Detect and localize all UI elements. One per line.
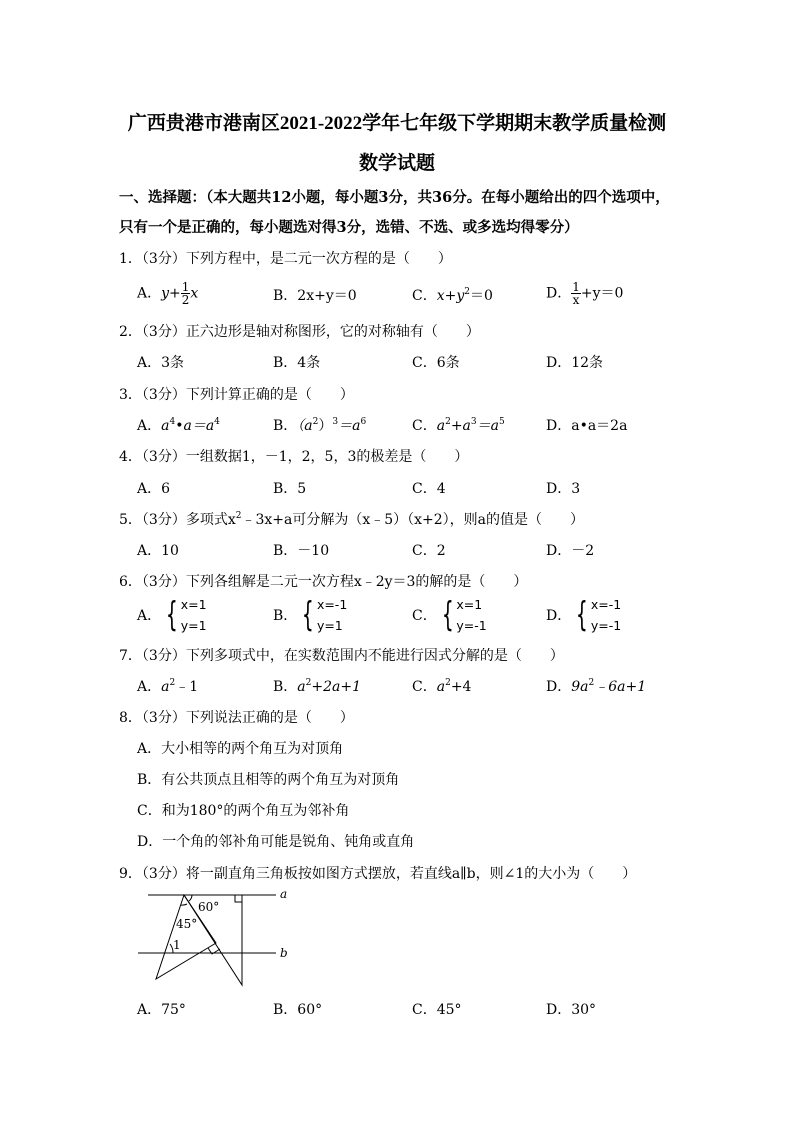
q6-c-label: C． [412, 608, 437, 624]
q1-a-num: 1 [181, 280, 190, 294]
q3-a1-sup: 4 [169, 417, 176, 427]
q1-option-d [546, 281, 623, 306]
q5-option-a: A．10 [137, 543, 179, 559]
q7-option-c [412, 676, 471, 696]
q1-c-sup: 2 [464, 287, 470, 297]
q3-option-a [137, 415, 220, 435]
q6-a-row2: y=1 [180, 618, 207, 633]
angle-arc-60 [189, 895, 192, 901]
q2-option-c: C．6条 [412, 355, 460, 371]
angle-arc-45 [181, 904, 187, 905]
q6-d-label: D． [546, 608, 572, 624]
q6-a-label: A． [137, 608, 162, 624]
q1-stem: 1．（3分）下列方程中，是二元一次方程的是（ ） [119, 251, 452, 267]
q3-a2: •a＝a [175, 418, 215, 434]
q1-d-num: 1 [572, 280, 580, 294]
q4-option-c: C．4 [412, 481, 446, 497]
q6-b-row2: y=1 [316, 618, 343, 633]
page-title: 广西贵港市港南区2021-2022学年七年级下学期期末教学质量检测 [127, 113, 667, 134]
q7-a2: ﹣1 [175, 679, 199, 695]
q1-a-pre: y+ [161, 285, 181, 302]
q3-option-b [273, 415, 366, 435]
q5-option-c: C．2 [412, 543, 446, 559]
q5-option-b: B．－10 [273, 543, 330, 559]
q7-b1-sup: 2 [305, 678, 312, 688]
q6-c-brace: { [441, 595, 454, 635]
q7-c1-sup: 2 [445, 678, 451, 688]
q6-stem: 6．（3分）下列各组解是二元一次方程x﹣2y＝3的解的是（ ） [119, 574, 528, 590]
right-angle-mark-top [235, 895, 242, 902]
q6-b-label: B． [273, 608, 298, 624]
q6-c-row2: y=-1 [456, 618, 487, 633]
q4-option-b: B．5 [273, 481, 307, 497]
q1-d-den: x [572, 293, 580, 307]
q7-stem: 7．（3分）下列多项式中，在实数范围内不能进行因式分解的是（ ） [119, 648, 564, 664]
q1-option-d-label: D． [546, 285, 572, 302]
q3-b3-sup: 6 [360, 417, 367, 427]
q7-b-label: B． [273, 679, 298, 695]
q7-a1-sup: 2 [169, 678, 176, 688]
q6-d-system [571, 594, 621, 636]
q6-a-system [161, 594, 206, 636]
fig-label-b: b [280, 946, 288, 960]
q6-a-brace: { [165, 595, 178, 635]
q9-figure [134, 886, 304, 988]
q6-b-system [297, 594, 347, 636]
q8-stem: 8．（3分）下列说法正确的是（ ） [119, 710, 354, 726]
q6-c-system [437, 594, 487, 636]
q9-option-a: A．75° [137, 1002, 186, 1018]
fig-label-60: 60° [198, 900, 220, 914]
q3-a-label: A． [137, 418, 162, 434]
q3-b3: ＝a [338, 418, 361, 434]
q9-stem: 9．（3分）将一副直角三角板按如图方式摆放，若直线a∥b，则∠1的大小为（ ） [119, 866, 637, 882]
q9-option-b: B．60° [273, 1002, 323, 1018]
q3-a1: a [161, 418, 170, 434]
q6-d-row1: x=-1 [590, 597, 622, 612]
q8-option-d: D．一个角的邻补角可能是锐角、钝角或直角 [137, 834, 415, 850]
q6-option-d [546, 594, 621, 636]
q7-b2: +2a+1 [311, 679, 362, 695]
q1-a-den: 2 [181, 293, 190, 307]
q7-d1-sup: 2 [588, 678, 595, 688]
q6-c-row1: x=1 [456, 597, 483, 612]
q3-c3-sup: 5 [498, 417, 505, 427]
q9-option-c: C．45° [412, 1002, 462, 1018]
q3-c2: +a [450, 418, 471, 434]
q1-d-fraction [571, 281, 581, 306]
q7-option-b [273, 676, 361, 696]
q6-option-c [412, 594, 487, 636]
q3-b1: （a [297, 418, 313, 434]
q1-option-c [412, 285, 493, 305]
q7-d-label: D． [546, 679, 572, 695]
q4-option-d: D．3 [546, 481, 581, 497]
fig-label-a: a [280, 887, 288, 901]
q8-option-c: C．和为180°的两个角互为邻补角 [137, 803, 350, 819]
q3-c-label: C． [412, 418, 437, 434]
q8-option-a: A．大小相等的两个角互为对顶角 [137, 741, 344, 757]
q1-option-a [137, 281, 198, 306]
q7-c-label: C． [412, 679, 437, 695]
q3-stem: 3．（3分）下列计算正确的是（ ） [119, 387, 354, 403]
q3-b1-sup: 2 [312, 417, 319, 427]
q1-option-b: B．2x+y＝0 [273, 288, 357, 304]
q7-a1: a [161, 679, 170, 695]
q4-stem: 4．（3分）一组数据1，－1，2，5，3的极差是（ ） [119, 449, 469, 465]
q7-d1: 9a [571, 679, 589, 695]
q2-stem: 2．（3分）正六边形是轴对称图形，它的对称轴有（ ） [119, 324, 480, 340]
q2-option-a: A．3条 [137, 355, 185, 371]
fig-label-45: 45° [176, 917, 198, 931]
q1-c-base: x+y [436, 288, 465, 304]
q3-c1-sup: 2 [445, 417, 451, 427]
q3-c1: a [436, 418, 446, 434]
section-heading-line1: 一、选择题：（本大题共12小题，每小题3分，共36分。在每小题给出的四个选项中， [119, 189, 670, 206]
q4-option-a: A．6 [137, 481, 171, 497]
q6-b-brace: { [302, 595, 315, 635]
q6-d-row2: y=-1 [590, 618, 622, 633]
q7-a-label: A． [137, 679, 162, 695]
q7-option-a [137, 676, 198, 696]
q5-option-d: D．－2 [546, 543, 595, 559]
q5-stem-sup: 2 [235, 511, 242, 521]
q2-option-d: D．12条 [546, 355, 604, 371]
q7-c2: +4 [450, 679, 472, 695]
q5-stem-part2: ﹣3x+a可分解为（x﹣5）（x+2），则a的值是（ ） [241, 512, 585, 528]
q6-d-brace: { [576, 595, 589, 635]
q2-option-b: B．4条 [273, 355, 321, 371]
q1-a-post: x [190, 285, 199, 302]
q5-stem-part1: 5．（3分）多项式x [119, 512, 236, 528]
fig-label-1: 1 [173, 938, 181, 952]
q3-b2-sup: 3 [332, 417, 339, 427]
q1-c-post: ＝0 [470, 288, 493, 304]
q7-c1: a [436, 679, 446, 695]
q3-option-d: D．a•a＝2a [546, 418, 628, 434]
q6-a-row1: x=1 [180, 597, 207, 612]
q7-b1: a [297, 679, 306, 695]
q3-option-c [412, 415, 505, 435]
q3-c2-sup: 3 [470, 417, 477, 427]
q6-option-a [137, 594, 207, 636]
page-subtitle: 数学试题 [358, 153, 435, 174]
section-heading-line2: 只有一个是正确的，每小题选对得3分，选错、不选、或多选均得零分） [119, 219, 579, 236]
q1-d-post: +y＝0 [580, 285, 624, 302]
q6-b-row1: x=-1 [316, 597, 348, 612]
q5-stem [119, 509, 584, 529]
q3-c3: ＝a [476, 418, 499, 434]
q6-option-b [273, 594, 347, 636]
q8-option-b: B．有公共顶点且相等的两个角互为对顶角 [137, 772, 400, 788]
q1-a-fraction [181, 281, 191, 306]
q3-b-label: B． [273, 418, 298, 434]
q1-option-c-label: C． [412, 288, 437, 304]
q3-a2-sup: 4 [214, 417, 220, 427]
q3-b2: ） [318, 418, 333, 434]
q9-option-d: D．30° [546, 1002, 597, 1018]
q7-option-d [546, 676, 646, 696]
q7-d2: ﹣6a+1 [594, 679, 647, 695]
q1-option-a-label: A． [137, 285, 162, 302]
